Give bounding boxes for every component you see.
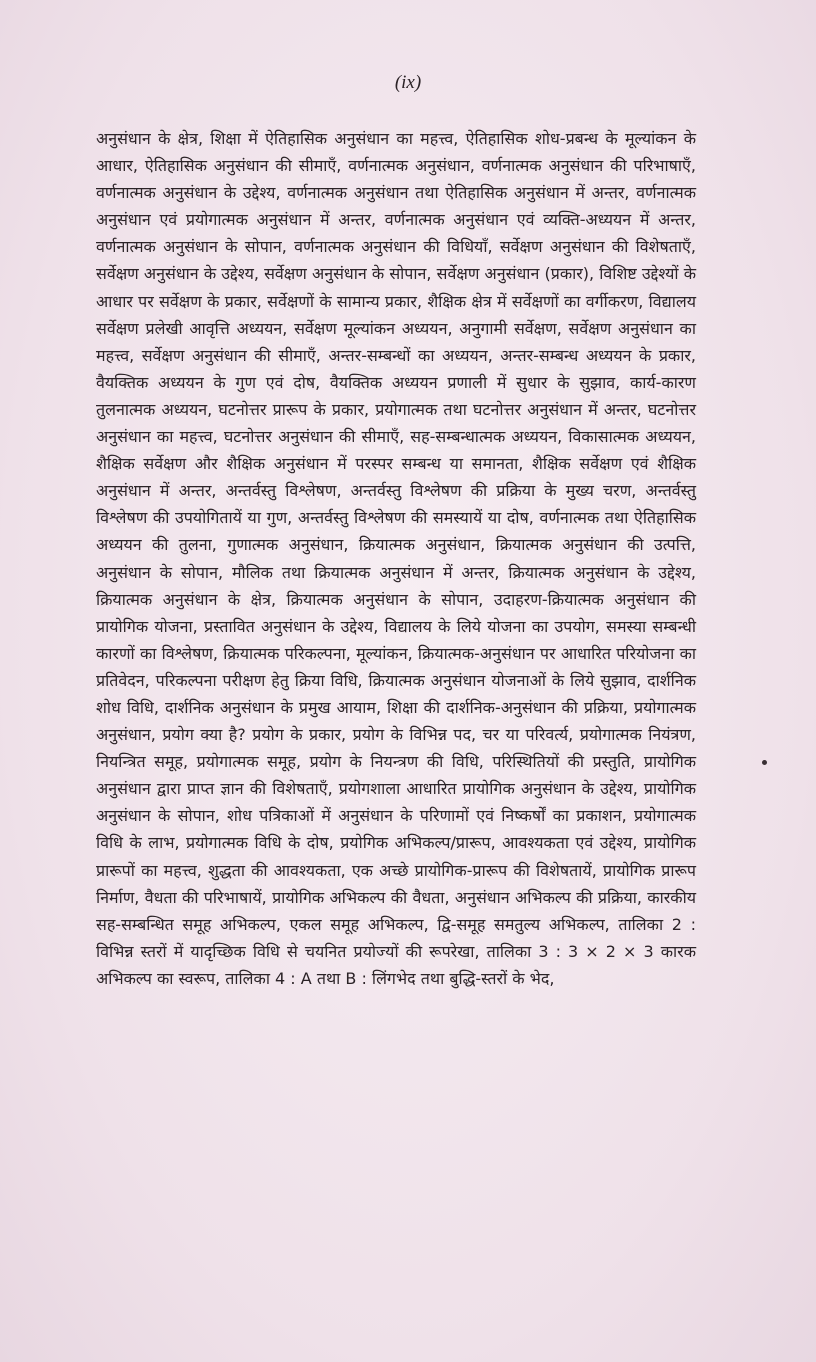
contents-paragraph: अनुसंधान के क्षेत्र, शिक्षा में ऐतिहासिक अनुसंधान का महत्त्व, ऐतिहासिक शोध-प्रबन्ध के मूल्यांकन के आधार, ऐतिहासिक अनुसंधान की सीमाएँ, वर्णनात्मक अनुसंधान, वर्णनात्मक अनुसंधान की परिभाषाएँ, वर्णनात्मक अनुसंधान के उद्देश्य, वर्णनात्मक अनुसंधान तथा ऐतिहासिक अनुसंधान में अन्तर, वर्णनात्मक अनुसंधान एवं प्रयोगात्मक अनुसंधान में अन्तर, वर्णनात्मक अनुसंधान एवं व्यक्ति-अध्ययन में अन्तर, वर्णनात्मक अनुसंधान के सोपान, वर्णनात्मक अनुसंधान की विधियाँ, सर्वेक्षण अनुसंधान की विशेषताएँ, सर्वेक्षण अनुसंधान के उद्देश्य, सर्वेक्षण अनुसंधान के सोपान, सर्वेक्षण अनुसंधान (प्रकार), विशिष्ट उद्देश्यों के आधार पर सर्वेक्षण के प्रकार, सर्वेक्षणों के सामान्य प्रकार, शैक्षिक क्षेत्र में सर्वेक्षणों का वर्गीकरण, विद्यालय सर्वेक्षण प्रलेखी आवृत्ति अध्ययन, सर्वेक्षण मूल्यांकन अध्ययन, अनुगामी सर्वेक्षण, सर्वेक्षण अनुसंधान का महत्त्व, सर्वेक्षण अनुसंधान की सीमाएँ, अन्तर-सम्बन्धों का अध्ययन, अन्तर-सम्बन्ध अध्ययन के प्रकार, वैयक्तिक अध्ययन के गुण एवं दोष, वैयक्तिक अध्ययन प्रणाली में सुधार के सुझाव, कार्य-कारण तुलनात्मक अध्ययन, घटनोत्तर प्रारूप के प्रकार, प्रयोगात्मक तथा घटनोत्तर अनुसंधान में अन्तर, घटनोत्तर अनुसंधान का महत्त्व, घटनोत्तर अनुसंधान की सीमाएँ, सह-सम्बन्धात्मक अध्ययन, विकासात्मक अध्ययन, शैक्षिक सर्वेक्षण और शैक्षिक अनुसंधान में परस्पर सम्बन्ध या समानता, शैक्षिक सर्वेक्षण एवं शैक्षिक अनुसंधान में अन्तर, अन्तर्वस्तु विश्लेषण, अन्तर्वस्तु विश्लेषण की प्रक्रिया के मुख्य चरण, अन्तर्वस्तु विश्लेषण की उपयोगितायें या गुण, अन्तर्वस्तु विश्लेषण की समस्यायें या दोष, वर्णनात्मक तथा ऐतिहासिक अध्ययन की तुलना, गुणात्मक अनुसंधान, क्रियात्मक अनुसंधान, क्रियात्मक अनुसंधान की उत्पत्ति, अनुसंधान के सोपान, मौलिक तथा क्रियात्मक अनुसंधान में अन्तर, क्रियात्मक अनुसंधान के उद्देश्य, क्रियात्मक अनुसंधान के क्षेत्र, क्रियात्मक अनुसंधान के सोपान, उदाहरण-क्रियात्मक अनुसंधान की प्रायोगिक योजना, प्रस्तावित अनुसंधान के उद्देश्य, विद्यालय के लिये योजना का उपयोग, समस्या सम्बन्धी कारणों का विश्लेषण, क्रियात्मक परिकल्पना, मूल्यांकन, क्रियात्मक-अनुसंधान पर आधारित परियोजना का प्रतिवेदन, परिकल्पना परीक्षण हेतु क्रिया विधि, क्रियात्मक अनुसंधान योजनाओं के लिये सुझाव, दार्शनिक शोध विधि, दार्शनिक अनुसंधान के प्रमुख आयाम, शिक्षा की दार्शनिक-अनुसंधान की प्रक्रिया, प्रयोगात्मक अनुसंधान, प्रयोग क्या है? प्रयोग के प्रकार, प्रयोग के विभिन्न पद, चर या परिवर्त्य, प्रयोगात्मक नियंत्रण, नियन्त्रित समूह, प्रयोगात्मक समूह, प्रयोग के नियन्त्रण की विधि, परिस्थितियों की प्रस्तुति, प्रायोगिक अनुसंधान द्वारा प्राप्त ज्ञान की विशेषताएँ, प्रयोगशाला आधारित प्रायोगिक अनुसंधान के उद्देश्य, प्रायोगिक अनुसंधान के सोपान, शोध पत्रिकाओं में अनुसंधान के परिणामों एवं निष्कर्षों का प्रकाशन, प्रयोगात्मक विधि के लाभ, प्रयोगात्मक विधि के दोष, प्रयोगिक अभिकल्प/प्रारूप, आवश्यकता एवं उद्देश्य, प्रायोगिक प्रारूपों का महत्त्व, शुद्धता की आवश्यकता, एक अच्छे प्रायोगिक-प्रारूप की विशेषतायें, प्रायोगिक प्रारूप निर्माण, वैधता की परिभाषायें, प्रायोगिक अभिकल्प की वैधता, अनुसंधान अभिकल्प की प्रक्रिया, कारकीय सह-सम्बन्धित समूह अभिकल्प, एकल समूह अभिकल्प, द्वि-समूह समतुल्य अभिकल्प, तालिका 2 : विभिन्न स्तरों में यादृच्छिक विधि से चयनित प्रयोज्यों की रूपरेखा, तालिका 3 : 3 × 2 × 3 कारक अभिकल्प का स्वरूप, तालिका 4 : A तथा B : लिंगभेद तथा बुद्धि-स्तरों के भेद, xyxy=(96,129,696,988)
ink-spot xyxy=(762,760,767,765)
page-number: (ix) xyxy=(394,72,422,93)
